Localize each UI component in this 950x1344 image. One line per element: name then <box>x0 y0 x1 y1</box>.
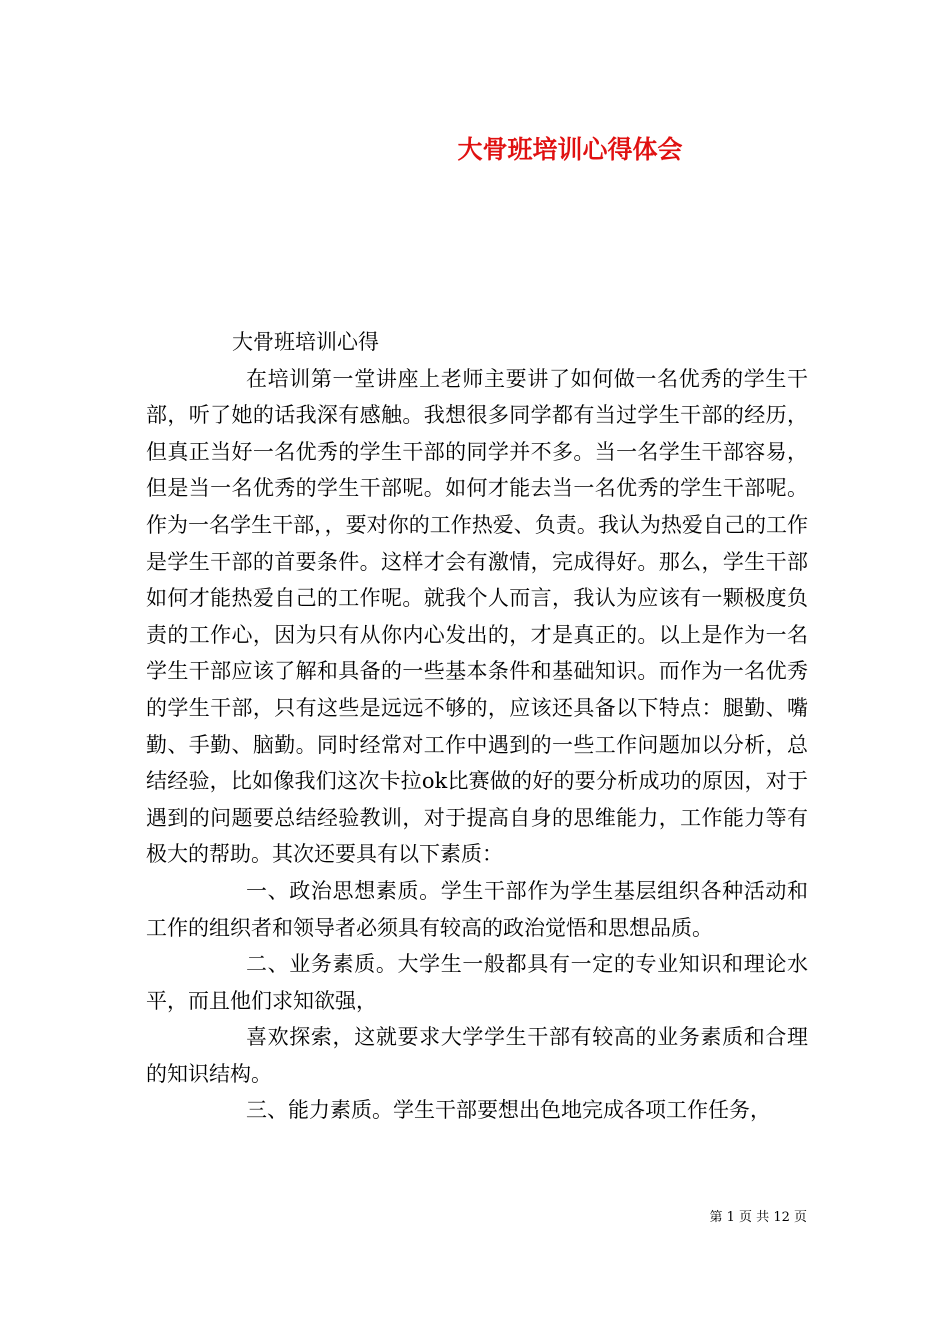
paragraph-4: 喜欢探索，这就要求大学学生干部有较高的业务素质和合理的知识结构。 <box>146 1025 808 1086</box>
paragraph-1: 在培训第一堂讲座上老师主要讲了如何做一名优秀的学生干部，听了她的话我深有感触。我想很多同学都有当过学生干部的经历，但真正当好一名优秀的学生干部的同学并不多。当一名学生干部容易，但是当一名优秀的学生干部呢。如何才能去当一名优秀的学生干部呢。作为一名学生干部，，要对你的工作热爱、负责。我认为热爱自己的工作是学生干部的首要条件。这样才会有激情，完成得好。那么，学生干部如何才能热爱自己的工作呢。就我个人而言，我认为应该有一颗极度负责的工作心，因为只有从你内心发出的，才是真正的。以上是作为一名学生干部应该了解和具备的一些基本条件和基础知识。而作为一名优秀的学生干部，只有这些是远远不够的，应该还具备以下特点：腿勤、嘴勤、手勤、脑勤。同时经常对工作中遇到的一些工作问题加以分析，总结经验，比如像我们这次卡拉ok比赛做的好的要分析成功的原因，对于遇到的问题要总结经验教训，对于提高自身的思维能力，工作能力等有极大的帮助。其次还要具有以下素质： <box>146 366 808 867</box>
paragraph-3: 二、业务素质。大学生一般都具有一定的专业知识和理论水平，而且他们求知欲强， <box>146 952 808 1013</box>
document-body <box>146 324 808 1129</box>
document-title: 大骨班培训心得体会 <box>457 135 683 164</box>
page-number-footer: 第 1 页 共 12 页 <box>709 1210 807 1225</box>
paragraph-2: 一、政治思想素质。学生干部作为学生基层组织各种活动和工作的组织者和领导者必须具有较高的政治觉悟和思想品质。 <box>146 878 808 940</box>
subheading: 大骨班培训心得 <box>232 330 379 354</box>
paragraph-5: 三、能力素质。学生干部要想出色地完成各项工作任务， <box>246 1098 771 1123</box>
